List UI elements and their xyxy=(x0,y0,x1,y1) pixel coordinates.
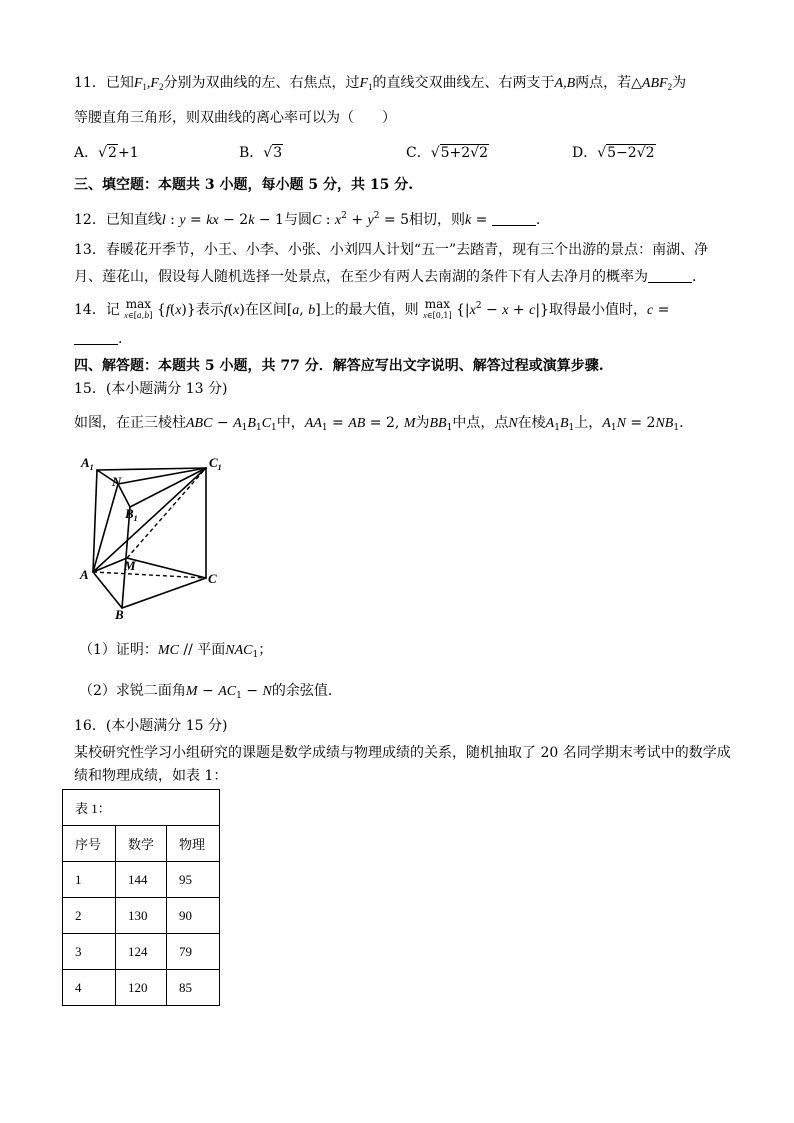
table-header-row xyxy=(63,826,220,862)
table-row: 2 130 90 xyxy=(63,898,220,934)
section3-heading: 三、填空题：本题共 3 小题，每小题 5 分，共 15 分. xyxy=(74,177,414,193)
label-a: A xyxy=(80,567,89,582)
table-row: 1 144 95 xyxy=(63,862,220,898)
table-caption: 表 1： xyxy=(63,790,220,826)
q12-blank[interactable] xyxy=(492,211,536,226)
q14-line1: 14．记 max x∈[a,b] {f(x)}表示f(x)在区间[a, b]上的最大值，则 max x∈[0,1] $\{|x^2 - x + c|\}$取得最小值时，c = xyxy=(74,297,670,320)
prism-figure xyxy=(78,452,228,620)
table-row: 4 120 85 xyxy=(63,970,220,1006)
label-a1: $A_1$ xyxy=(81,455,94,472)
q12: 12．已知直线l : y = kx − 2k − 1与圆C : $x^2 + y^2 = 5$相切，则k = . xyxy=(74,211,541,228)
q15-sub1: （1）证明：MC // 平面$NAC_1$； xyxy=(79,642,273,660)
table-row: 3 124 79 xyxy=(63,934,220,970)
q16-title: 16．(本小题满分 15 分) xyxy=(74,718,228,734)
label-m: M xyxy=(124,558,136,573)
q15-stem: 如图，在正三棱柱ABC − $A_1B_1C_1$中，$AA_1$ = AB = 2, M为$BB_1$中点，点N在棱$A_1B_1$上，$A_1N = 2NB_1$. xyxy=(74,415,684,433)
q15-title: 15．(本小题满分 13 分) xyxy=(74,381,228,397)
label-c: C xyxy=(208,571,217,586)
label-n: N xyxy=(112,474,122,489)
option-b: B．√3 xyxy=(239,145,283,161)
q11-line2: 等腰直角三角形，则双曲线的离心率可以为（ ） xyxy=(74,110,396,126)
q14-blank[interactable] xyxy=(74,330,118,345)
header-math: 数学 xyxy=(116,826,167,862)
header-physics: 物理 xyxy=(167,826,220,862)
q16-line1: 某校研究性学习小组研究的课题是数学成绩与物理成绩的关系，随机抽取了 20 名同学期末考试中的数学成 xyxy=(74,745,731,761)
q11-line1: 11．已知$F_1,F_2$分别为双曲线的左、右焦点，过$F_1$的直线交双曲线左、右两支于A,B两点，若$\triangle ABF_2$为 xyxy=(74,75,687,92)
q16-line2: 绩和物理成绩，如表 1： xyxy=(74,768,228,784)
label-b: B xyxy=(115,607,124,620)
option-a: A．√2+1 xyxy=(74,145,139,161)
q13-line1: 13．春暖花开季节，小王、小李、小张、小刘四人计划“五一”去踏青，现有三个出游的景点：南湖、净 xyxy=(74,242,709,258)
option-d: D．√5−2√2 xyxy=(572,145,655,161)
q15-sub2: （2）求锐二面角$M - AC_1 - N$的余弦值. xyxy=(79,683,333,701)
q13-line2: 月、莲花山，假设每人随机选择一处景点，在至少有两人去南湖的条件下有人去净月的概率为 . xyxy=(74,269,697,285)
label-b1: $B_1$ xyxy=(125,506,138,523)
q14-line2: . xyxy=(74,329,122,349)
option-c: C．√5+2√2 xyxy=(406,145,489,161)
q13-blank[interactable] xyxy=(648,268,692,283)
q11-options xyxy=(74,143,734,163)
header-index: 序号 xyxy=(63,826,116,862)
section4-heading: 四、解答题：本题共 5 小题，共 77 分．解答应写出文字说明、解答过程或演算步骤. xyxy=(74,358,604,374)
math-f1f2: $F_1,F_2$ xyxy=(133,76,164,92)
score-table xyxy=(62,789,220,1006)
label-c1: $C_1$ xyxy=(209,455,222,472)
